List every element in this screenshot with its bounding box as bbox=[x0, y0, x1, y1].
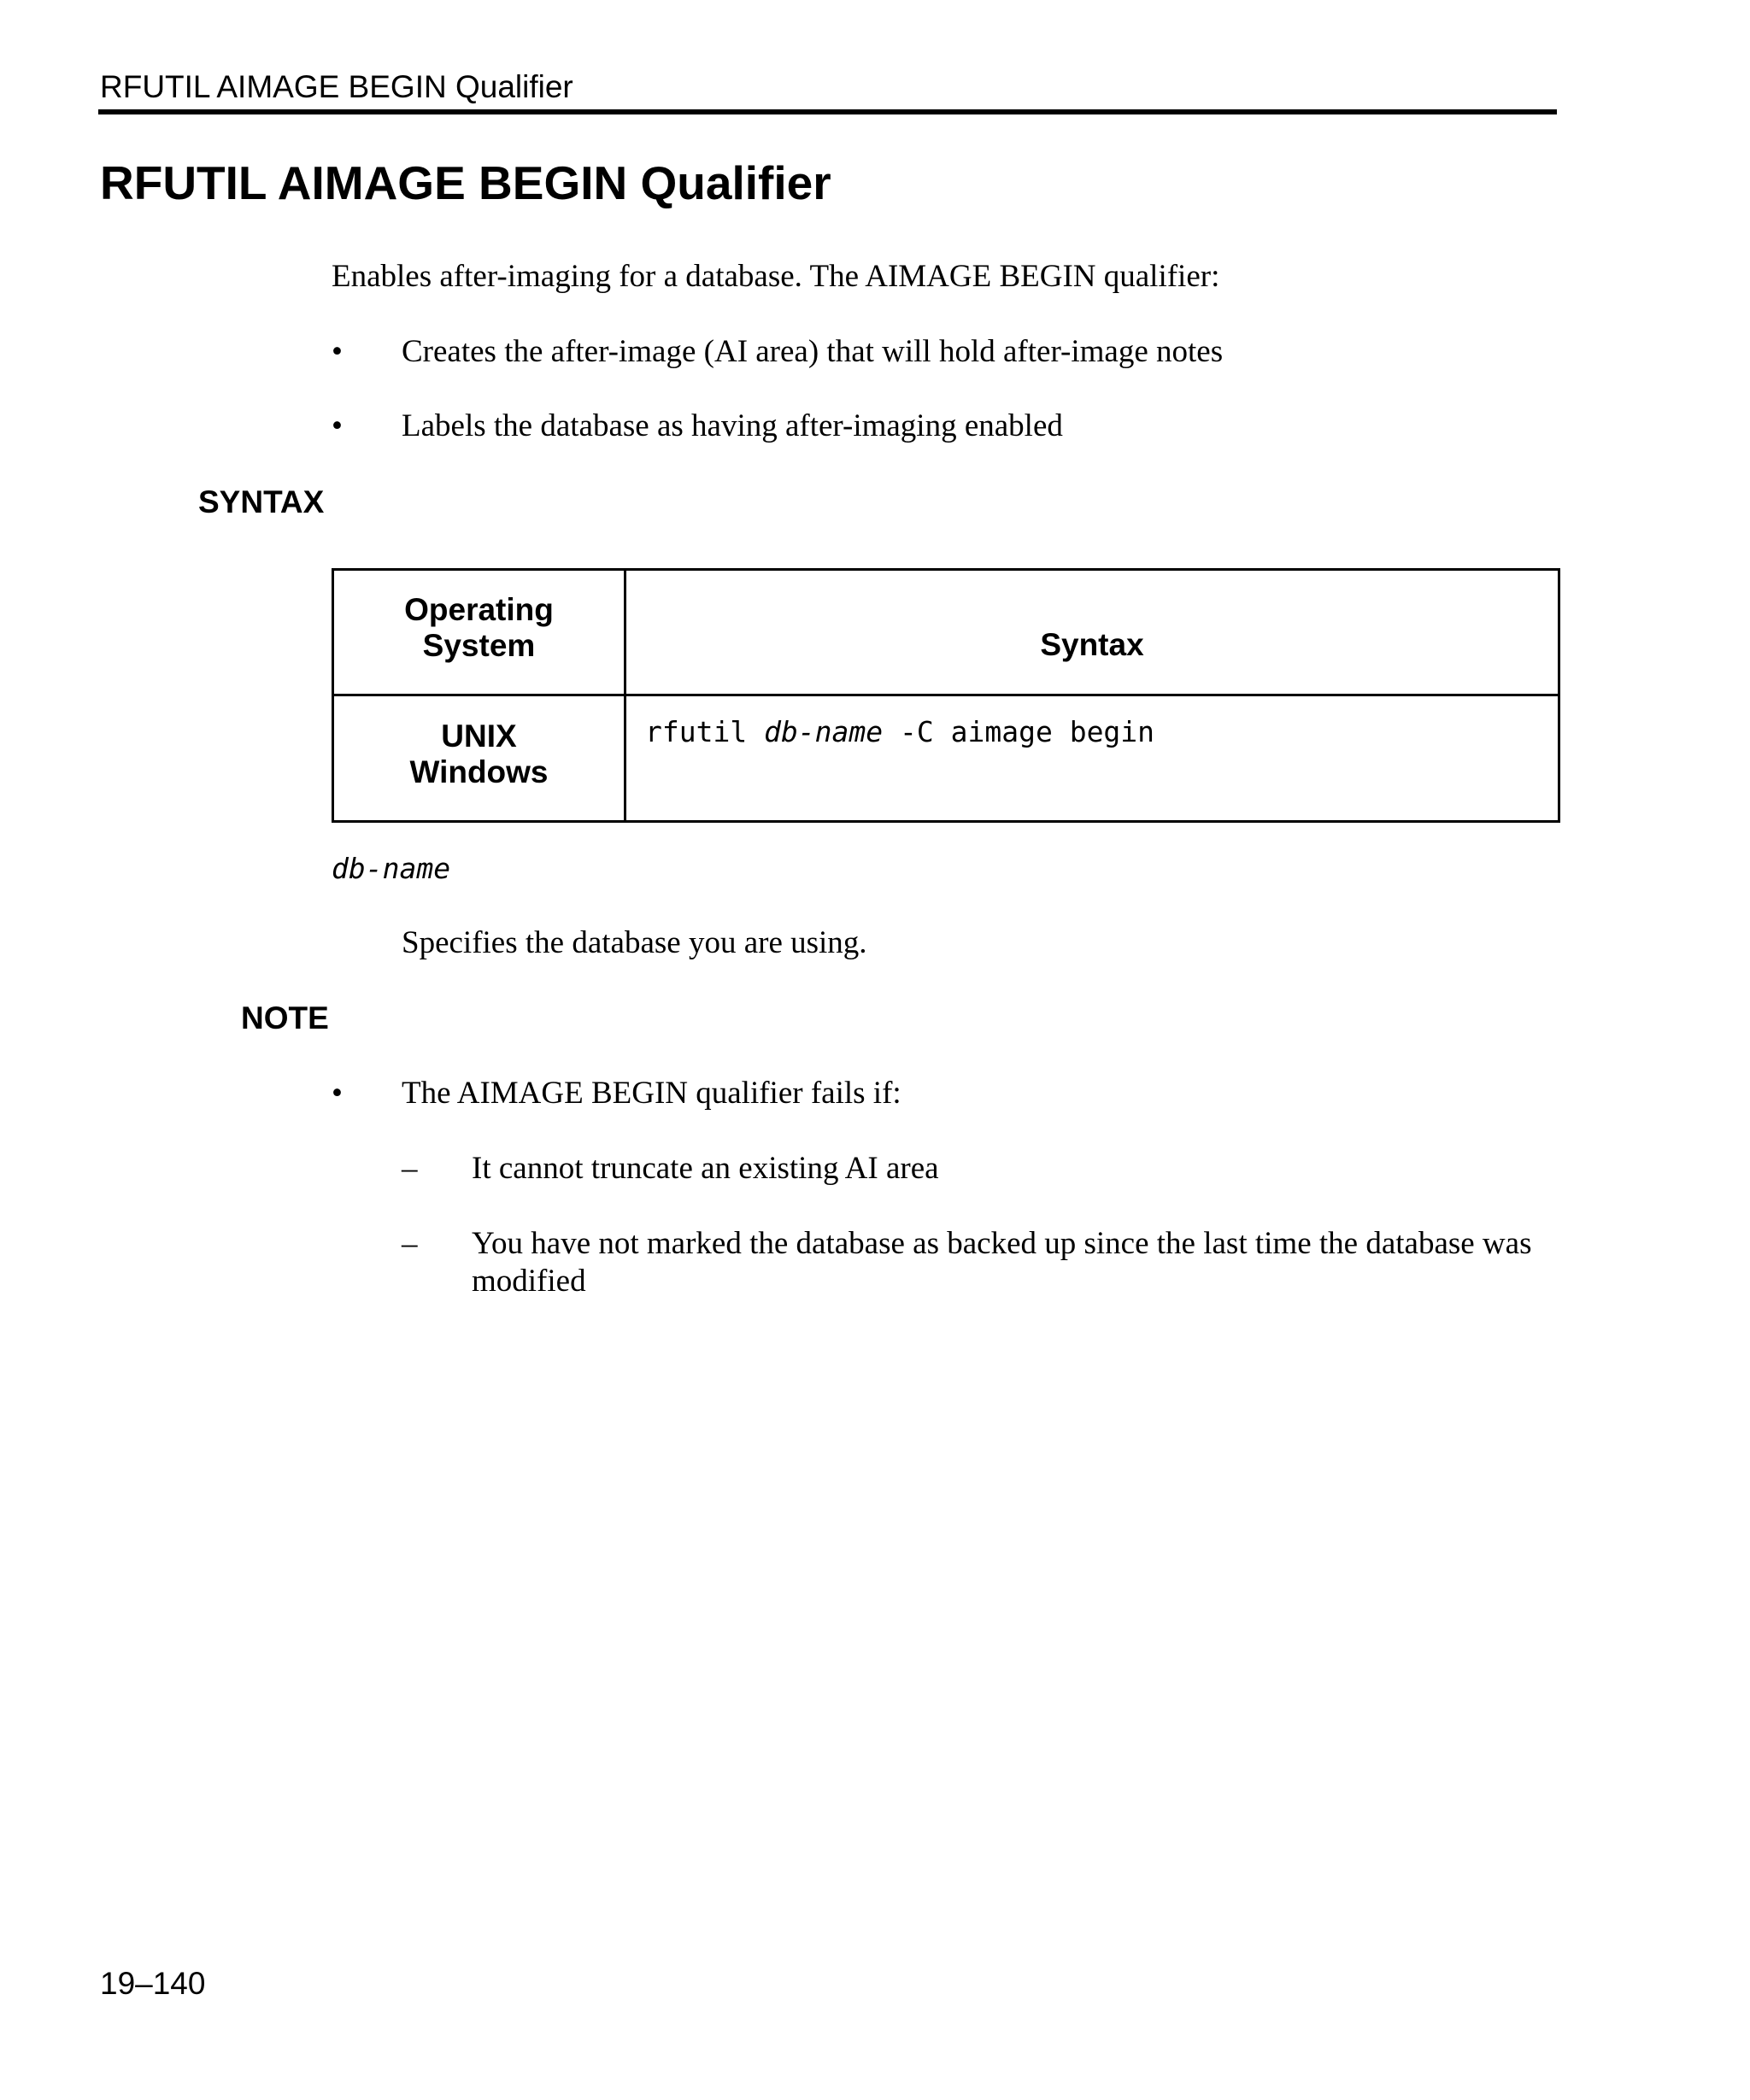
syntax-table bbox=[332, 568, 1560, 823]
syntax-command bbox=[626, 696, 1558, 749]
column-header-line: Operating bbox=[404, 592, 554, 627]
intro-paragraph: Enables after-imaging for a database. The AIMAGE BEGIN qualifier: bbox=[332, 259, 1220, 294]
os-name: UNIX bbox=[441, 719, 517, 754]
bullet-marker: • bbox=[332, 334, 343, 369]
syntax-heading: SYNTAX bbox=[198, 484, 325, 519]
os-cell bbox=[333, 695, 625, 822]
note-sub-item: It cannot truncate an existing AI area bbox=[472, 1151, 939, 1186]
parameter-description: Specifies the database you are using. bbox=[402, 925, 867, 960]
intro-bullet-item: Creates the after-image (AI area) that will hold after-image notes bbox=[402, 334, 1224, 369]
header-rule bbox=[98, 109, 1557, 114]
table-header-row bbox=[333, 570, 1559, 695]
dash-marker: – bbox=[402, 1151, 418, 1186]
bullet-marker: • bbox=[332, 408, 343, 443]
intro-bullet-item: Labels the database as having after-imaging enabled bbox=[402, 408, 1063, 443]
command-suffix: -C aimage begin bbox=[883, 715, 1155, 748]
note-bullet-item: The AIMAGE BEGIN qualifier fails if: bbox=[402, 1076, 901, 1111]
os-name: Windows bbox=[409, 754, 549, 789]
command-parameter: db-name bbox=[764, 715, 884, 748]
page-title: RFUTIL AIMAGE BEGIN Qualifier bbox=[100, 156, 831, 209]
dash-marker: – bbox=[402, 1226, 418, 1261]
running-head: RFUTIL AIMAGE BEGIN Qualifier bbox=[100, 69, 573, 104]
column-header-syntax bbox=[625, 570, 1559, 695]
syntax-cell bbox=[625, 695, 1559, 822]
page-number: 19–140 bbox=[100, 1966, 206, 2001]
column-header-line: System bbox=[422, 628, 536, 663]
table-row bbox=[333, 695, 1559, 822]
bullet-marker: • bbox=[332, 1076, 343, 1111]
parameter-term: db-name bbox=[332, 852, 451, 885]
command-prefix: rfutil bbox=[645, 715, 765, 748]
column-header-operating-system bbox=[333, 570, 625, 695]
note-heading: NOTE bbox=[241, 1000, 329, 1035]
column-header-label: Syntax bbox=[1040, 627, 1144, 662]
note-sub-item: You have not marked the database as backed up since the last time the database was modified bbox=[472, 1226, 1532, 1299]
